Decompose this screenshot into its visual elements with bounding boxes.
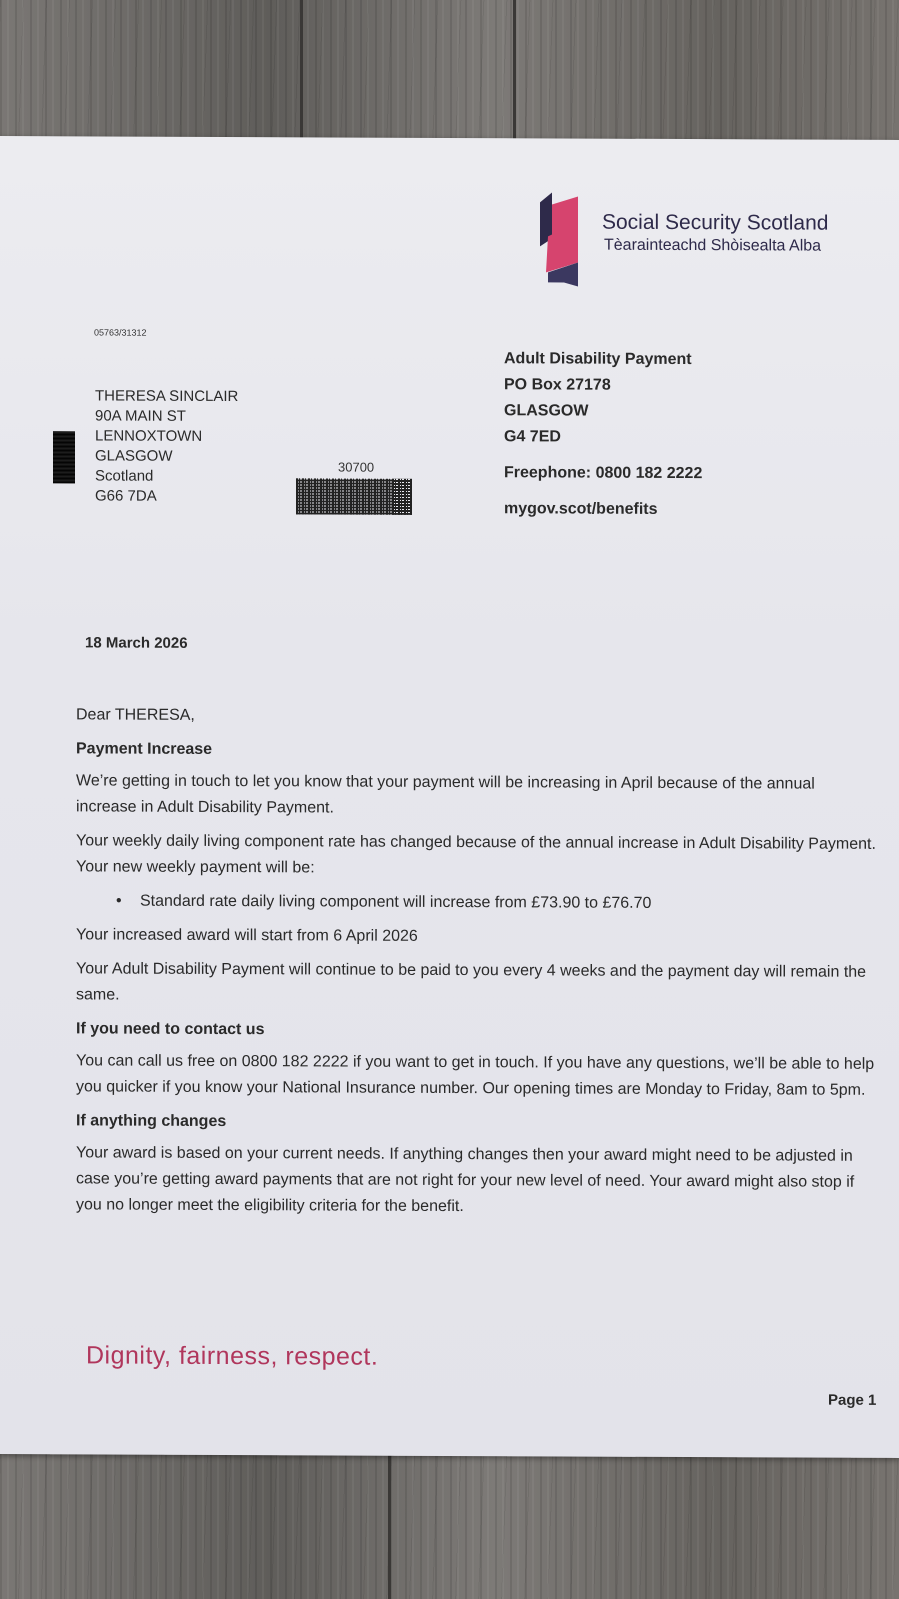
letter-heading: Payment Increase (76, 740, 213, 758)
letter-date: 18 March 2026 (85, 634, 188, 652)
recipient-city: GLASGOW (95, 447, 173, 465)
recipient-street: 90A MAIN ST (95, 407, 186, 425)
recipient-address (95, 386, 238, 507)
letter-body (76, 702, 876, 1229)
changes-heading: If anything changes (76, 1112, 227, 1131)
greeting: Dear THERESA, (76, 706, 195, 724)
recipient-name: THERESA SINCLAIR (95, 387, 239, 406)
recipient-country: Scotland (95, 467, 154, 485)
barcode-icon (296, 478, 412, 515)
recipient-postcode: G66 7DA (95, 487, 157, 505)
qr-code-icon (53, 431, 75, 483)
wooden-surface-bottom (0, 1452, 899, 1599)
letter-page (0, 136, 899, 1458)
brand-name: Social Security Scotland (602, 210, 829, 235)
reference-number: 05763/31312 (94, 327, 147, 338)
paragraph: Your weekly daily living component rate has changed because of the annual increase in Adult Disability Payment. Your new weekly payment will be: (76, 832, 876, 877)
brand-gaelic-name: Tèarainteachd Shòisealta Alba (604, 236, 822, 255)
plank-seam (513, 0, 516, 155)
sender-address (504, 346, 702, 523)
barcode-number: 30700 (338, 459, 375, 475)
paragraph: Your Adult Disability Payment will continue to be paid to you every 4 weeks and the payment day will remain the same. (76, 960, 867, 1004)
plank-seam (300, 0, 303, 155)
sender-freephone: Freephone: 0800 182 2222 (504, 464, 703, 483)
contact-heading: If you need to contact us (76, 1020, 265, 1039)
sender-po-box: PO Box 27178 (504, 376, 611, 394)
plank-seam (388, 1452, 391, 1599)
paragraph: Your increased award will start from 6 April 2026 (76, 926, 418, 945)
wooden-surface-top (0, 0, 899, 155)
paragraph: We’re getting in touch to let you know that your payment will be increasing in April because of the annual increase in Adult Disability Payment. (76, 772, 815, 817)
sender-postcode: G4 7ED (504, 428, 561, 446)
sender-department: Adult Disability Payment (504, 350, 692, 369)
social-security-scotland-logo-icon (538, 190, 588, 288)
paragraph: You can call us free on 0800 182 2222 if you want to get in touch. If you have any questions, we’ll be able to help you quicker if you know your National Insurance number. Our opening times are Monday to Friday, 8am to 5pm. (76, 1052, 875, 1099)
bullet-item (116, 889, 876, 918)
recipient-town: LENNOXTOWN (95, 427, 203, 445)
sender-city: GLASGOW (504, 402, 589, 420)
paragraph: Your award is based on your current needs. If anything changes then your award might need to be adjusted in case you’re getting award payments that are not right for your new level of need. Your award might also stop if you no longer meet the eligibility criteria for the benefit. (76, 1144, 855, 1216)
bullet-text: Standard rate daily living component will increase from £73.90 to £76.70 (140, 892, 652, 912)
bullet-icon: • (116, 892, 122, 910)
footer-slogan: Dignity, fairness, respect. (86, 1341, 379, 1371)
page-number: Page 1 (828, 1391, 877, 1409)
sender-website: mygov.scot/benefits (504, 500, 658, 518)
